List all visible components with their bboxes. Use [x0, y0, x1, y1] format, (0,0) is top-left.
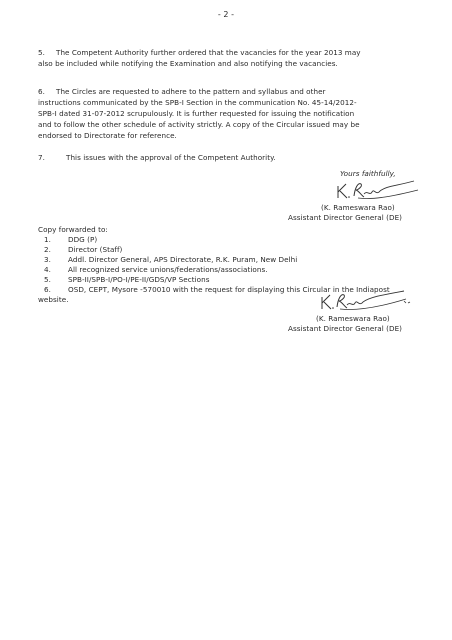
signature-2-image [318, 289, 418, 317]
copy-item-4-text: All recognized service unions/federations/associations. [68, 265, 268, 274]
copy-item-3-text: Addl. Director General, APS Directorate, R.K. Puram, New Delhi [68, 255, 298, 264]
copy-item-3-number: 3. [44, 255, 51, 264]
copy-item-5-text: SPB-II/SPB-I/PO-I/PE-II/GDS/VP Sections [68, 275, 210, 284]
para-6-line-3: SPB-I dated 31-07-2012 scrupulously. It is further requested for issuing the notification [38, 109, 355, 118]
closing: Yours faithfully, [340, 169, 396, 178]
para-5-line-1: The Competent Authority further ordered that the vacancies for the year 2013 may [56, 48, 361, 57]
copy-item-6-text: OSD, CEPT, Mysore -570010 with the request for displaying this Circular in the Indiapost [68, 285, 390, 294]
page-number: - 2 - [217, 10, 235, 19]
copy-item-1-number: 1. [44, 235, 51, 244]
copy-item-2-text: Director (Staff) [68, 245, 123, 254]
para-5-line-2: also be included while notifying the Examination and also notifying the vacancies. [38, 59, 338, 68]
signatory-2-name: (K. Rameswara Rao) [316, 314, 390, 323]
para-6-line-1: The Circles are requested to adhere to the pattern and syllabus and other [56, 87, 326, 96]
signature-1-image [334, 176, 424, 204]
para-6-line-2: instructions communicated by the SPB-I Section in the communication No. 45-14/2012- [38, 98, 357, 107]
para-6-line-5: endorsed to Directorate for reference. [38, 131, 177, 140]
para-7-text: This issues with the approval of the Competent Authority. [66, 153, 276, 162]
para-5-number: 5. [38, 48, 45, 57]
signatory-1-name: (K. Rameswara Rao) [321, 203, 395, 212]
copy-item-5-number: 5. [44, 275, 51, 284]
para-7-number: 7. [38, 153, 45, 162]
para-6-number: 6. [38, 87, 45, 96]
copy-item-4-number: 4. [44, 265, 51, 274]
copy-item-2-number: 2. [44, 245, 51, 254]
copy-item-6-number: 6. [44, 285, 51, 294]
signatory-1-title: Assistant Director General (DE) [288, 213, 403, 222]
para-6-line-4: and to follow the other schedule of activity strictly. A copy of the Circular issued may be [38, 120, 360, 129]
copy-item-1-text: DDG (P) [68, 235, 98, 244]
copy-continuation: website. [38, 295, 69, 304]
signatory-2-title: Assistant Director General (DE) [288, 324, 403, 333]
copy-heading: Copy forwarded to: [38, 225, 108, 234]
